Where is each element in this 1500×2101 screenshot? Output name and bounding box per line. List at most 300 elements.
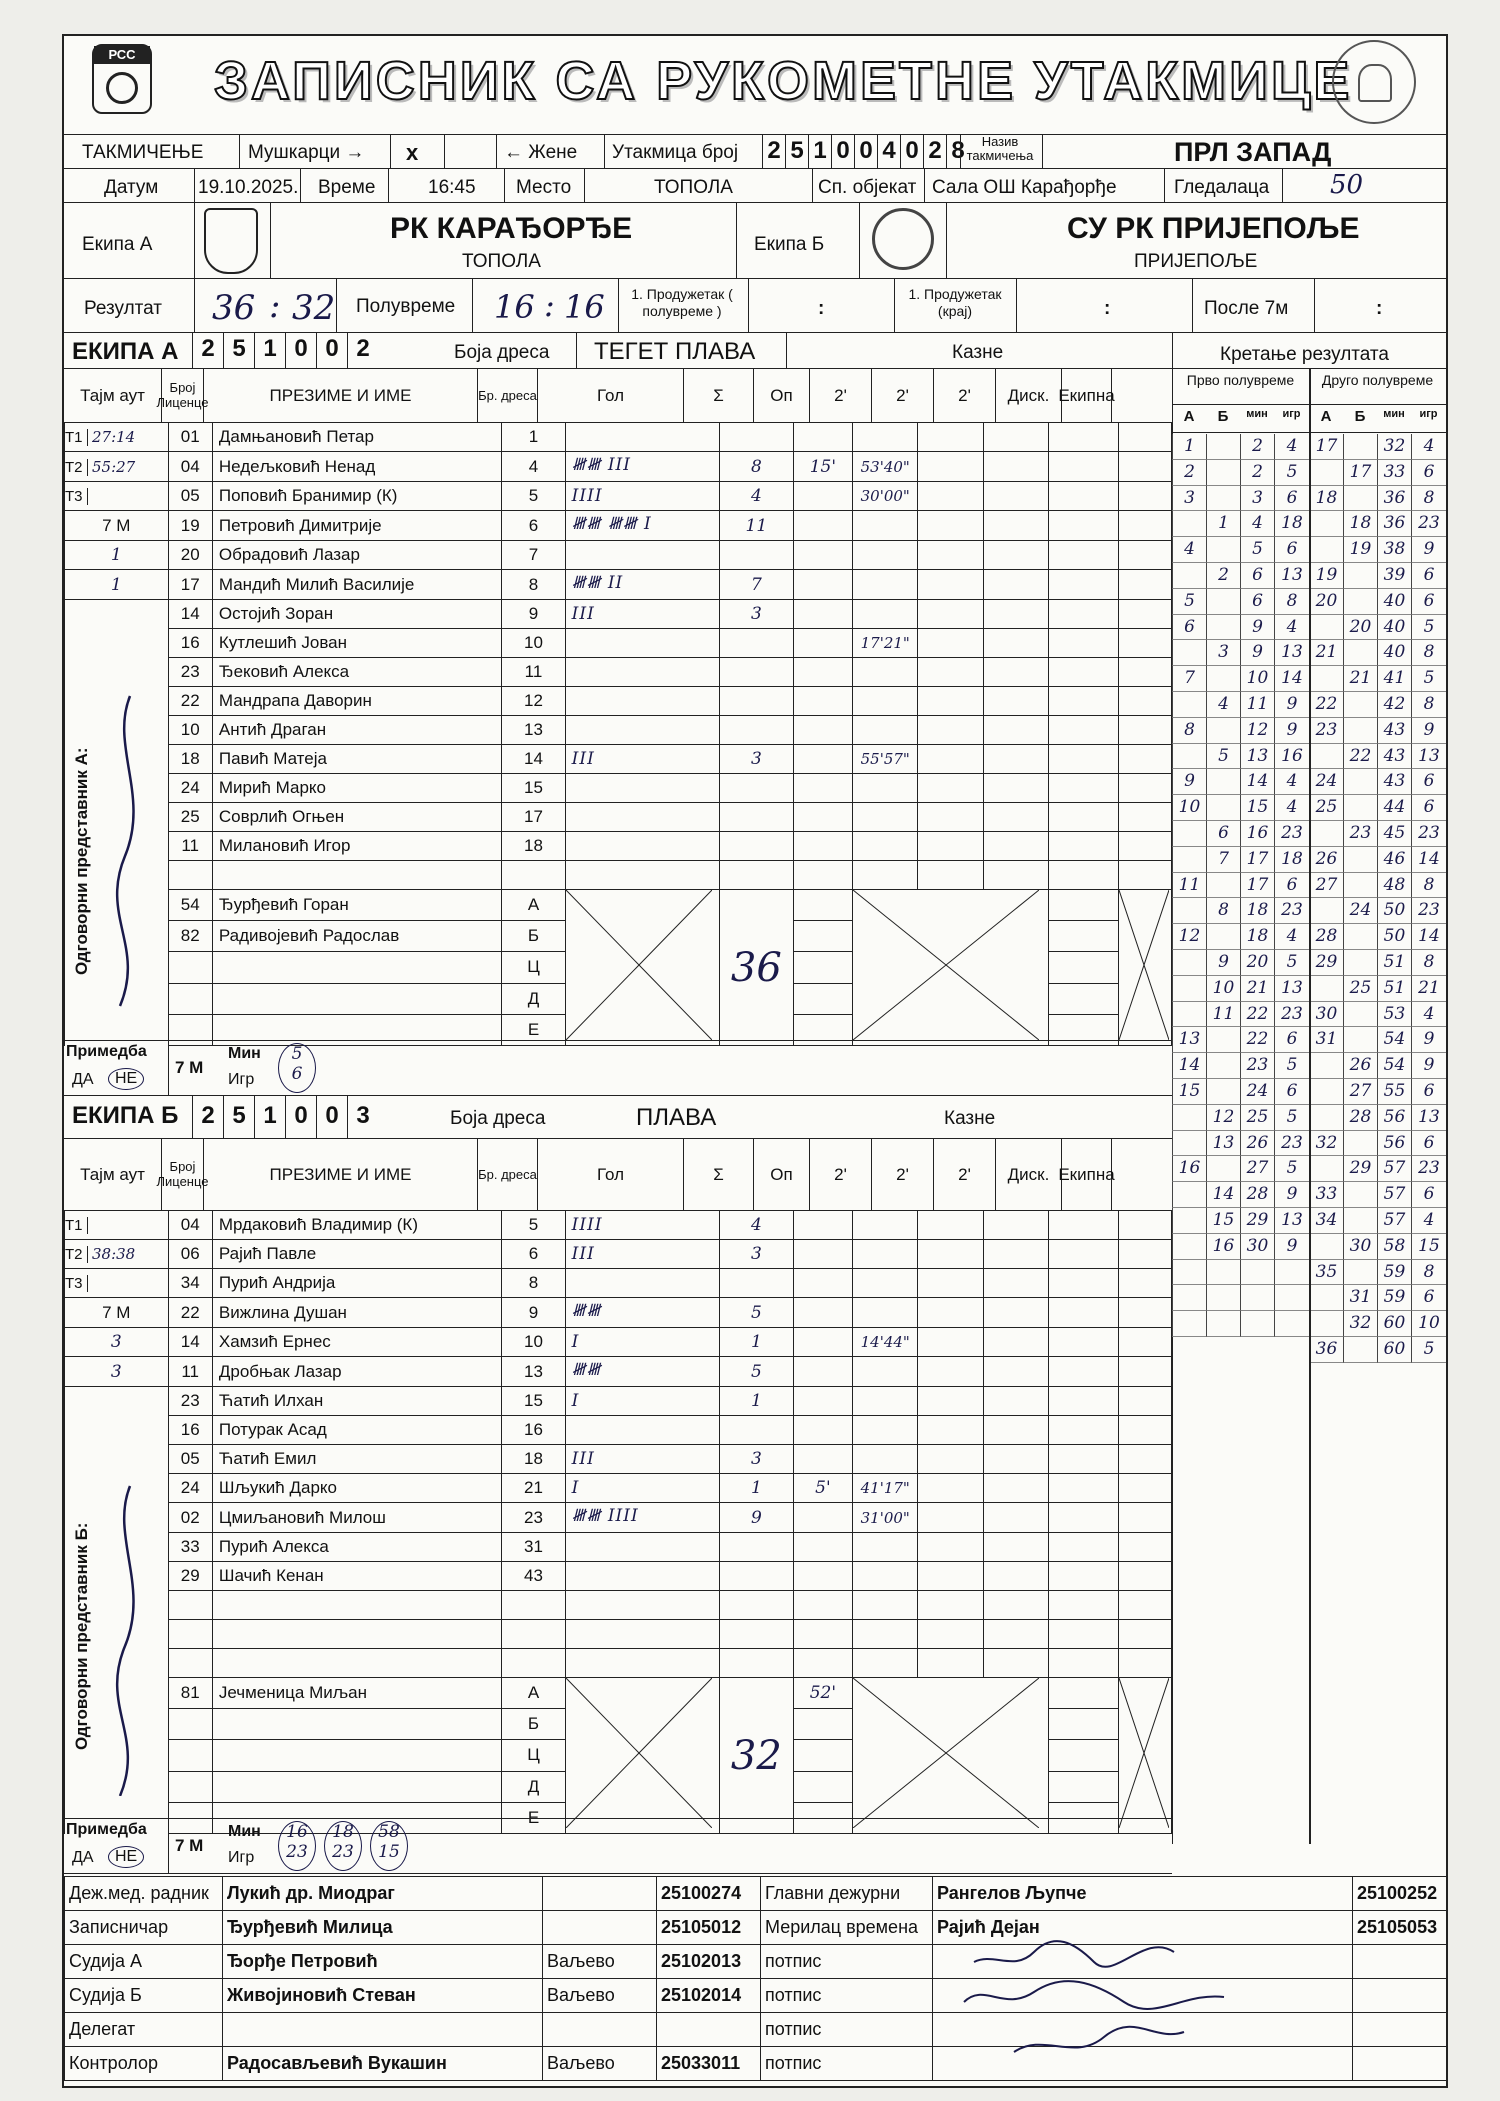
penalty-2min-1: 53'40" <box>852 452 917 482</box>
progress-header-line <box>1172 404 1446 405</box>
team-penalty-cell <box>1119 482 1172 511</box>
official-role2-label: Мерилац времена <box>761 1911 933 1945</box>
progress-cell <box>1343 1208 1377 1234</box>
progress-cell: 15 <box>1240 795 1274 821</box>
progress-cell: 9 <box>1206 950 1240 976</box>
penalty-2min-3 <box>983 1211 1048 1240</box>
official-code: 25100274 <box>657 1877 761 1911</box>
progress-cell: 6 <box>1274 1027 1309 1053</box>
sevenm-min-value: 18 <box>332 1822 354 1842</box>
progress-cell <box>1309 1053 1343 1079</box>
progress-cell <box>1309 1156 1343 1182</box>
player-name: Рајић Павле <box>212 1240 501 1269</box>
license-cell: 04 <box>168 452 212 482</box>
progress-cell: 11 <box>1172 873 1206 899</box>
penalty-2min-1 <box>852 1649 917 1678</box>
progress-cell: 6 <box>1411 1285 1446 1311</box>
progress-cell: 9 <box>1240 640 1274 666</box>
progress-cell: 38 <box>1377 537 1411 563</box>
official-role-label: Судија Б <box>65 1979 223 2013</box>
progress-cell <box>1172 950 1206 976</box>
progress-cell <box>1343 718 1377 744</box>
ot1-half-colon: : <box>818 298 825 319</box>
penalty-2min-1 <box>852 511 917 541</box>
player-row <box>65 1240 1172 1269</box>
progress-cell: 12 <box>1172 924 1206 950</box>
progress-cell <box>1206 769 1240 795</box>
timeout-label: Т2 <box>65 1246 88 1263</box>
disqualification-cell <box>1049 1298 1119 1328</box>
team-penalty-cell <box>1119 774 1172 803</box>
penalty-2min-3 <box>983 1591 1048 1620</box>
col-header-license: Број Лиценце <box>162 1138 204 1210</box>
progress-cell: 46 <box>1377 847 1411 873</box>
player-name: Ђековић Алекса <box>212 658 501 687</box>
progress-cell: 11 <box>1206 1002 1240 1028</box>
jersey-number-cell <box>502 861 565 890</box>
progress-cell: 40 <box>1377 640 1411 666</box>
timeout-value: 27:14 <box>92 428 136 446</box>
player-row <box>65 1503 1172 1533</box>
official-warning <box>793 890 852 921</box>
warning-cell <box>793 1269 852 1298</box>
progress-cell <box>1206 1311 1240 1337</box>
rep-signature <box>100 1476 160 1796</box>
progress-cell <box>1343 563 1377 589</box>
goal-sum: 4 <box>719 1211 793 1240</box>
col-header-goal: Гол <box>538 1138 684 1210</box>
progress-col-b: Б <box>1217 408 1229 425</box>
progress-cell: 50 <box>1377 924 1411 950</box>
progress-cell: 29 <box>1343 1156 1377 1182</box>
warning-cell <box>793 861 852 890</box>
col-header-goal: Гол <box>538 368 684 422</box>
official-name: Радивојевић Радослав <box>212 921 501 952</box>
warning-cell <box>793 1357 852 1387</box>
goal-sum <box>719 861 793 890</box>
player-row <box>65 1620 1172 1649</box>
cross-mark <box>566 890 712 1040</box>
penalty-2min-1 <box>852 1240 917 1269</box>
license-cell: 24 <box>168 1474 212 1503</box>
progress-cell <box>1172 1285 1206 1311</box>
penalty-2min-3 <box>983 629 1048 658</box>
penalty-2min-3 <box>983 658 1048 687</box>
warning-cell <box>793 423 852 452</box>
sevenm-summary-label: 7 М <box>168 1041 203 1095</box>
penalty-2min-2 <box>918 511 983 541</box>
official-code <box>657 2013 761 2047</box>
col-header-timeout: Тајм аут <box>64 1138 162 1210</box>
warning-cell <box>793 716 852 745</box>
progress-cell: 53 <box>1377 1002 1411 1028</box>
player-name: Поповић Бранимир (К) <box>212 482 501 511</box>
progress-cell: 59 <box>1377 1260 1411 1286</box>
progress-cell <box>1206 1053 1240 1079</box>
official-city: Ваљево <box>543 1945 657 1979</box>
goal-tally <box>565 423 719 452</box>
progress-cell: 48 <box>1377 873 1411 899</box>
player-name: Пурић Андрија <box>212 1269 501 1298</box>
progress-cell: 18 <box>1274 511 1309 537</box>
jersey-number-cell: 12 <box>502 687 565 716</box>
jersey-number-cell: 18 <box>502 1445 565 1474</box>
goal-sum <box>719 1416 793 1445</box>
sevenm-circle <box>278 1821 316 1871</box>
license-cell: 14 <box>168 1328 212 1357</box>
progress-cell: 9 <box>1172 769 1206 795</box>
official-code: 25102014 <box>657 1979 761 2013</box>
player-name: Недељковић Ненад <box>212 452 501 482</box>
team-penalty-cell <box>1119 1591 1172 1620</box>
goal-sum <box>719 658 793 687</box>
progress-cell: 36 <box>1377 486 1411 512</box>
col-header-timeout: Тајм аут <box>64 368 162 422</box>
penalty-2min-3 <box>983 861 1048 890</box>
rss-federation-logo <box>92 44 152 114</box>
goal-sum: 3 <box>719 1240 793 1269</box>
penalty-2min-2 <box>918 861 983 890</box>
timeout-cell <box>65 541 169 570</box>
progress-cell: 23 <box>1274 821 1309 847</box>
penalty-2min-1 <box>852 570 917 600</box>
official-license: 82 <box>168 921 212 952</box>
team-b-city: ПРИЈЕПОЉЕ <box>1134 251 1258 272</box>
sevenm-circle <box>370 1821 408 1871</box>
progress-cell: 6 <box>1411 563 1446 589</box>
col-header-2min-3: 2' <box>934 1138 996 1210</box>
warning-cell <box>793 1503 852 1533</box>
player-row <box>65 1357 1172 1387</box>
progress-cell <box>1172 821 1206 847</box>
team-b-label: Екипа Б <box>754 234 825 255</box>
progress-col-a: А <box>1183 408 1195 425</box>
official-warning <box>793 1740 852 1771</box>
progress-cell: 13 <box>1411 744 1446 770</box>
team-penalty-cell <box>1119 1503 1172 1533</box>
col-header-disqualification: Диск. <box>996 368 1062 422</box>
progress-cell: 33 <box>1377 460 1411 486</box>
progress-cell <box>1343 795 1377 821</box>
rss-logo-text: РСС <box>94 46 150 64</box>
official-license <box>168 1771 212 1802</box>
warning-cell <box>793 1445 852 1474</box>
progress-cell: 18 <box>1309 486 1343 512</box>
progress-cell: 9 <box>1411 1053 1446 1079</box>
progress-cell: 9 <box>1274 718 1309 744</box>
progress-cell: 5 <box>1411 615 1446 641</box>
progress-cell: 57 <box>1377 1208 1411 1234</box>
penalty-2min-2 <box>918 600 983 629</box>
player-name: Антић Драган <box>212 716 501 745</box>
progress-cell: 3 <box>1240 486 1274 512</box>
penalty-2min-3 <box>983 1445 1048 1474</box>
team-penalty-cell <box>1119 716 1172 745</box>
official-role: Б <box>502 921 565 952</box>
progress-cell <box>1309 615 1343 641</box>
official-warning <box>793 1771 852 1802</box>
license-cell: 04 <box>168 1211 212 1240</box>
progress-cell: 23 <box>1411 898 1446 924</box>
license-cell: 05 <box>168 482 212 511</box>
team-penalty-cell <box>1119 570 1172 600</box>
team-penalty-cell <box>1119 511 1172 541</box>
progress-cell: 20 <box>1309 589 1343 615</box>
official-code2 <box>1353 1979 1447 2013</box>
license-cell: 23 <box>168 1387 212 1416</box>
player-row <box>65 541 1172 570</box>
penalty-2min-3 <box>983 1328 1048 1357</box>
progress-cell: 43 <box>1377 769 1411 795</box>
progress-cell <box>1343 1002 1377 1028</box>
digit-cell: 1 <box>254 1096 285 1138</box>
official-role: Д <box>502 1771 565 1802</box>
penalty-2min-3 <box>983 452 1048 482</box>
progress-cell: 43 <box>1377 718 1411 744</box>
progress-cell: 4 <box>1274 795 1309 821</box>
official-code2: 25100252 <box>1353 1877 1447 1911</box>
team-a-players-table <box>64 422 1172 1046</box>
progress-cell: 2 <box>1172 460 1206 486</box>
timeout-cell <box>65 600 169 629</box>
license-cell: 10 <box>168 716 212 745</box>
progress-cell: 23 <box>1411 821 1446 847</box>
col-header-2min-1: 2' <box>810 1138 872 1210</box>
digit-cell: 2 <box>347 332 378 368</box>
progress-cell <box>1172 1002 1206 1028</box>
progress-cell: 27 <box>1343 1079 1377 1105</box>
progress-cell: 24 <box>1343 898 1377 924</box>
progress-cell: 23 <box>1411 511 1446 537</box>
progress-cell: 44 <box>1377 795 1411 821</box>
progress-cell: 13 <box>1274 976 1309 1002</box>
penalty-2min-2 <box>918 1591 983 1620</box>
disqualification-cell <box>1049 629 1119 658</box>
player-row <box>65 658 1172 687</box>
official-name <box>212 1771 501 1802</box>
player-name: Остојић Зоран <box>212 600 501 629</box>
official-code: 25105012 <box>657 1911 761 1945</box>
player-row <box>65 1533 1172 1562</box>
progress-cell: 23 <box>1343 821 1377 847</box>
official-goal-cross <box>565 1678 719 1834</box>
official-license: 54 <box>168 890 212 921</box>
progress-cell: 26 <box>1343 1053 1377 1079</box>
penalty-2min-1 <box>852 1298 917 1328</box>
timeout-cell <box>65 511 169 541</box>
progress-cell: 51 <box>1377 976 1411 1002</box>
progress-cell <box>1172 1182 1206 1208</box>
team-penalty-cell <box>1119 1474 1172 1503</box>
sevenm-igr-value: 6 <box>291 1064 303 1084</box>
official-bottom-name2: Рајић Дејан <box>933 1911 1353 1945</box>
jersey-number-cell: 7 <box>502 541 565 570</box>
digit-cell: 0 <box>316 1096 347 1138</box>
venue-label: Сп. објекат <box>818 177 917 198</box>
goal-sum <box>719 716 793 745</box>
warning-cell <box>793 745 852 774</box>
progress-cell: 23 <box>1274 898 1309 924</box>
progress-cell: 4 <box>1274 769 1309 795</box>
progress-cell: 4 <box>1206 692 1240 718</box>
penalty-2min-3 <box>983 1357 1048 1387</box>
disqualification-cell <box>1049 803 1119 832</box>
penalty-2min-1 <box>852 1387 917 1416</box>
goal-sum: 8 <box>719 452 793 482</box>
progress-cell: 29 <box>1309 950 1343 976</box>
progress-cell: 17 <box>1240 873 1274 899</box>
goal-tally: 𝍸𝍸 II <box>565 570 719 600</box>
progress-cell: 59 <box>1377 1285 1411 1311</box>
progress-cell: 6 <box>1172 615 1206 641</box>
player-name: Мандић Милић Василије <box>212 570 501 600</box>
jersey-number-cell: 9 <box>502 600 565 629</box>
player-name: Мирић Марко <box>212 774 501 803</box>
col-header-jersey-no: Бр. дреса <box>478 368 538 422</box>
progress-cell <box>1274 1260 1309 1286</box>
official-role2-label: Главни дежурни <box>761 1877 933 1911</box>
progress-cell <box>1309 821 1343 847</box>
progress-cell: 6 <box>1411 1079 1446 1105</box>
timeout-cell <box>65 1211 169 1240</box>
official-code: 25102013 <box>657 1945 761 1979</box>
progress-cell: 15 <box>1411 1234 1446 1260</box>
progress-cell: 13 <box>1172 1027 1206 1053</box>
license-cell: 05 <box>168 1445 212 1474</box>
official-role: Б <box>502 1709 565 1740</box>
player-row <box>65 1591 1172 1620</box>
progress-cell <box>1309 460 1343 486</box>
warning-cell: 15' <box>793 452 852 482</box>
progress-cell <box>1206 589 1240 615</box>
penalty-2min-3 <box>983 774 1048 803</box>
disqualification-cell <box>1049 832 1119 861</box>
player-row <box>65 1328 1172 1357</box>
official-disq <box>1049 952 1119 983</box>
progress-cell: 13 <box>1274 640 1309 666</box>
license-cell <box>168 1649 212 1678</box>
progress-cell: 21 <box>1411 976 1446 1002</box>
progress-cell: 5 <box>1274 460 1309 486</box>
license-cell: 20 <box>168 541 212 570</box>
goal-sum: 3 <box>719 1445 793 1474</box>
progress-cell <box>1172 898 1206 924</box>
license-cell: 18 <box>168 745 212 774</box>
timeout-label: Т3 <box>65 488 88 505</box>
goal-tally <box>565 774 719 803</box>
penalty-2min-2 <box>918 1474 983 1503</box>
player-row <box>65 1649 1172 1678</box>
col-header-team-penalty: Екипна <box>1062 1138 1112 1210</box>
cross-mark <box>853 1678 1039 1828</box>
jersey-number-cell: 43 <box>502 1562 565 1591</box>
jersey-number-cell: 18 <box>502 832 565 861</box>
jersey-number-cell: 11 <box>502 658 565 687</box>
responsible-rep-label: Одговорни представник А: <box>72 747 91 975</box>
timeout-value: 55:27 <box>92 457 136 476</box>
result-b: 32 <box>292 288 336 328</box>
progress-cell <box>1206 1285 1240 1311</box>
progress-cell: 6 <box>1411 1131 1446 1157</box>
progress-cell: 13 <box>1274 1208 1309 1234</box>
official-warning <box>793 921 852 952</box>
team-penalty-cell <box>1119 423 1172 452</box>
progress-cell: 17 <box>1343 460 1377 486</box>
progress-cell <box>1343 1182 1377 1208</box>
progress-cell <box>1206 486 1240 512</box>
sevenm-circle <box>278 1043 316 1093</box>
official-disq <box>1049 1678 1119 1709</box>
penalty-2min-1 <box>852 861 917 890</box>
official-bottom-name <box>223 2013 543 2047</box>
progress-cell: 57 <box>1377 1182 1411 1208</box>
goal-tally: I <box>565 1328 719 1357</box>
progress-cell: 5 <box>1274 1156 1309 1182</box>
team-a-label: Екипа А <box>82 234 153 255</box>
timeout-value: 38:38 <box>92 1245 136 1263</box>
official-role: Ц <box>502 1740 565 1771</box>
warning-cell: 5' <box>793 1474 852 1503</box>
warning-cell <box>793 1298 852 1328</box>
goal-sum <box>719 629 793 658</box>
disqualification-cell <box>1049 1474 1119 1503</box>
progress-cell: 14 <box>1274 666 1309 692</box>
progress-cell <box>1343 769 1377 795</box>
player-name <box>212 1620 501 1649</box>
license-cell: 02 <box>168 1503 212 1533</box>
progress-cell: 42 <box>1377 692 1411 718</box>
penalty-2min-2 <box>918 452 983 482</box>
timeout-cell <box>65 1328 169 1357</box>
warning-cell <box>793 1620 852 1649</box>
team-penalty-cell <box>1119 1416 1172 1445</box>
player-name: Кутлешић Јован <box>212 629 501 658</box>
sevenm-label: 7 М <box>102 515 131 535</box>
penalty-2min-2 <box>918 832 983 861</box>
team-penalty-cell <box>1119 541 1172 570</box>
progress-cell <box>1343 873 1377 899</box>
progress-cell: 6 <box>1411 769 1446 795</box>
timeout-cell <box>65 1298 169 1328</box>
warning-cell <box>793 1591 852 1620</box>
progress-cell: 9 <box>1274 1182 1309 1208</box>
col-header-sum: Σ <box>684 368 754 422</box>
disqualification-cell <box>1049 511 1119 541</box>
official-warning <box>793 983 852 1014</box>
goal-sum: 1 <box>719 1387 793 1416</box>
progress-cell: 56 <box>1377 1105 1411 1131</box>
progress-cell <box>1309 511 1343 537</box>
goal-tally <box>565 1533 719 1562</box>
official-code2 <box>1353 2013 1447 2047</box>
goal-tally <box>565 716 719 745</box>
progress-cell: 14 <box>1411 924 1446 950</box>
progress-cell: 43 <box>1377 744 1411 770</box>
penalty-2min-2 <box>918 745 983 774</box>
halftime-colon: : <box>544 286 555 324</box>
sevenm-circle <box>324 1821 362 1871</box>
progress-cell <box>1309 537 1343 563</box>
penalty-2min-3 <box>983 600 1048 629</box>
timeout-label: Т1 <box>65 1217 88 1234</box>
progress-cell: 17 <box>1240 847 1274 873</box>
warning-cell <box>793 832 852 861</box>
goal-sum: 3 <box>719 745 793 774</box>
progress-cell: 30 <box>1343 1234 1377 1260</box>
warning-cell <box>793 600 852 629</box>
penalty-2min-1 <box>852 1533 917 1562</box>
license-cell: 22 <box>168 687 212 716</box>
